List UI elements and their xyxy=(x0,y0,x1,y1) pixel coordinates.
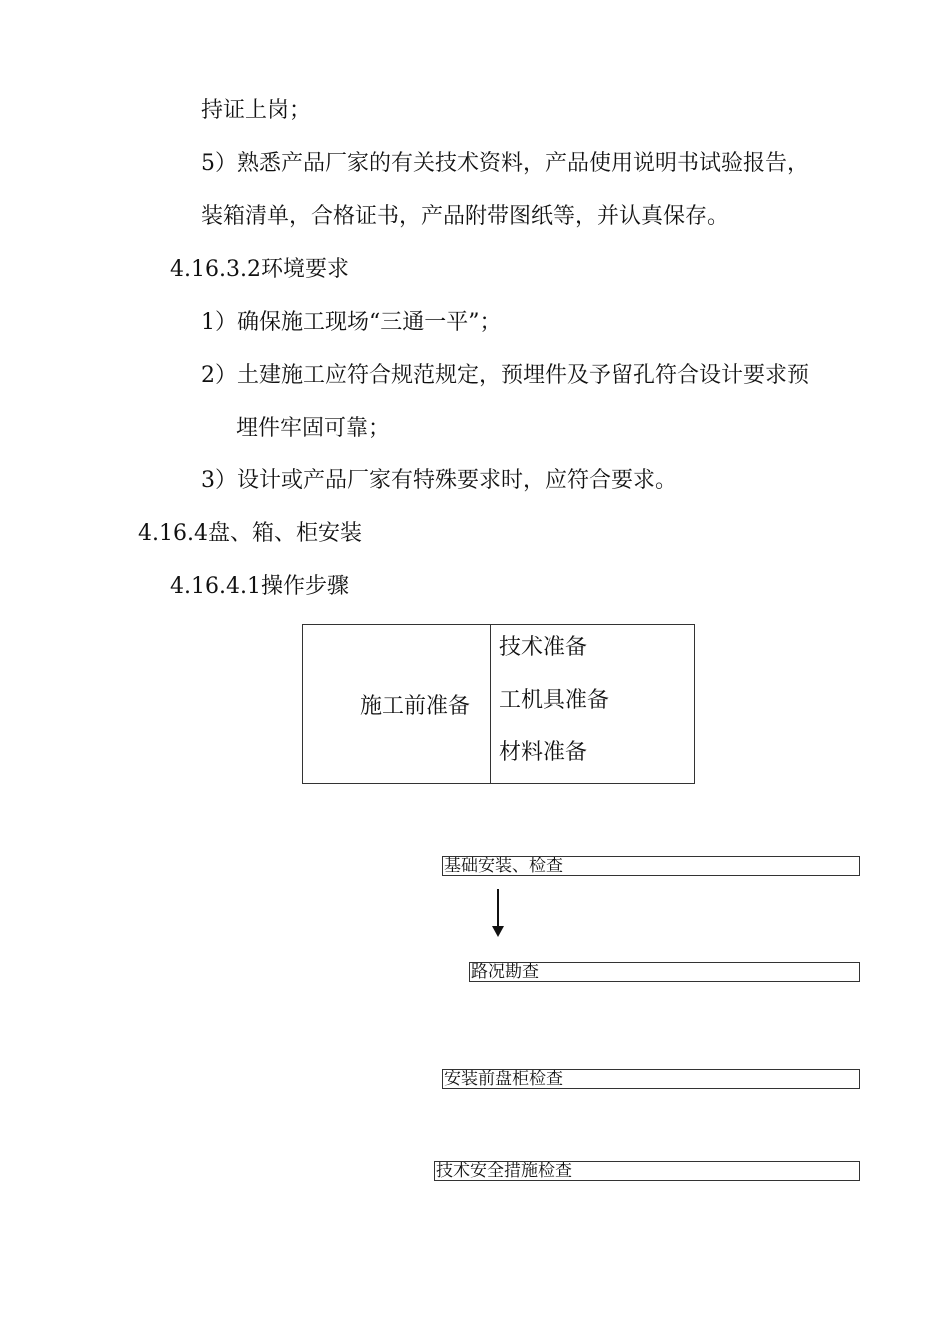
flow-step-box: 技术安全措施检查 xyxy=(434,1161,860,1181)
prep-table-left-label: 施工前准备 xyxy=(359,693,470,719)
text-line-2: 5）熟悉产品厂家的有关技术资料，产品使用说明书试验报告， xyxy=(201,151,809,176)
section-heading-4-16-4: 4.16.4盘、箱、柜安装 xyxy=(138,521,362,546)
prep-item: 工机具准备 xyxy=(499,688,610,713)
text-line-6: 2）土建施工应符合规范规定，预埋件及予留孔符合设计要求预 xyxy=(201,363,809,388)
flow-step-box: 路况勘查 xyxy=(469,962,860,982)
text-line-3: 装箱清单，合格证书，产品附带图纸等，并认真保存。 xyxy=(201,204,730,229)
text-line-7: 埋件牢固可靠； xyxy=(236,416,391,441)
prep-table-left-cell xyxy=(303,625,490,783)
text-line-8: 3）设计或产品厂家有特殊要求时，应符合要求。 xyxy=(201,468,677,493)
flow-step-box: 基础安装、检查 xyxy=(442,856,860,876)
text-line-1: 持证上岗； xyxy=(201,98,312,123)
preparation-table xyxy=(302,624,695,784)
flow-step-box: 安装前盘柜检查 xyxy=(442,1069,860,1089)
prep-item: 技术准备 xyxy=(499,635,588,660)
flow-arrow-shaft xyxy=(497,889,499,927)
prep-table-divider xyxy=(490,625,491,783)
section-heading-4-16-3-2: 4.16.3.2环境要求 xyxy=(170,257,349,282)
section-heading-4-16-4-1: 4.16.4.1操作步骤 xyxy=(170,574,349,599)
prep-item: 材料准备 xyxy=(499,740,588,765)
text-line-5: 1）确保施工现场“三通一平”； xyxy=(201,310,502,335)
arrow-down-icon xyxy=(492,926,504,937)
